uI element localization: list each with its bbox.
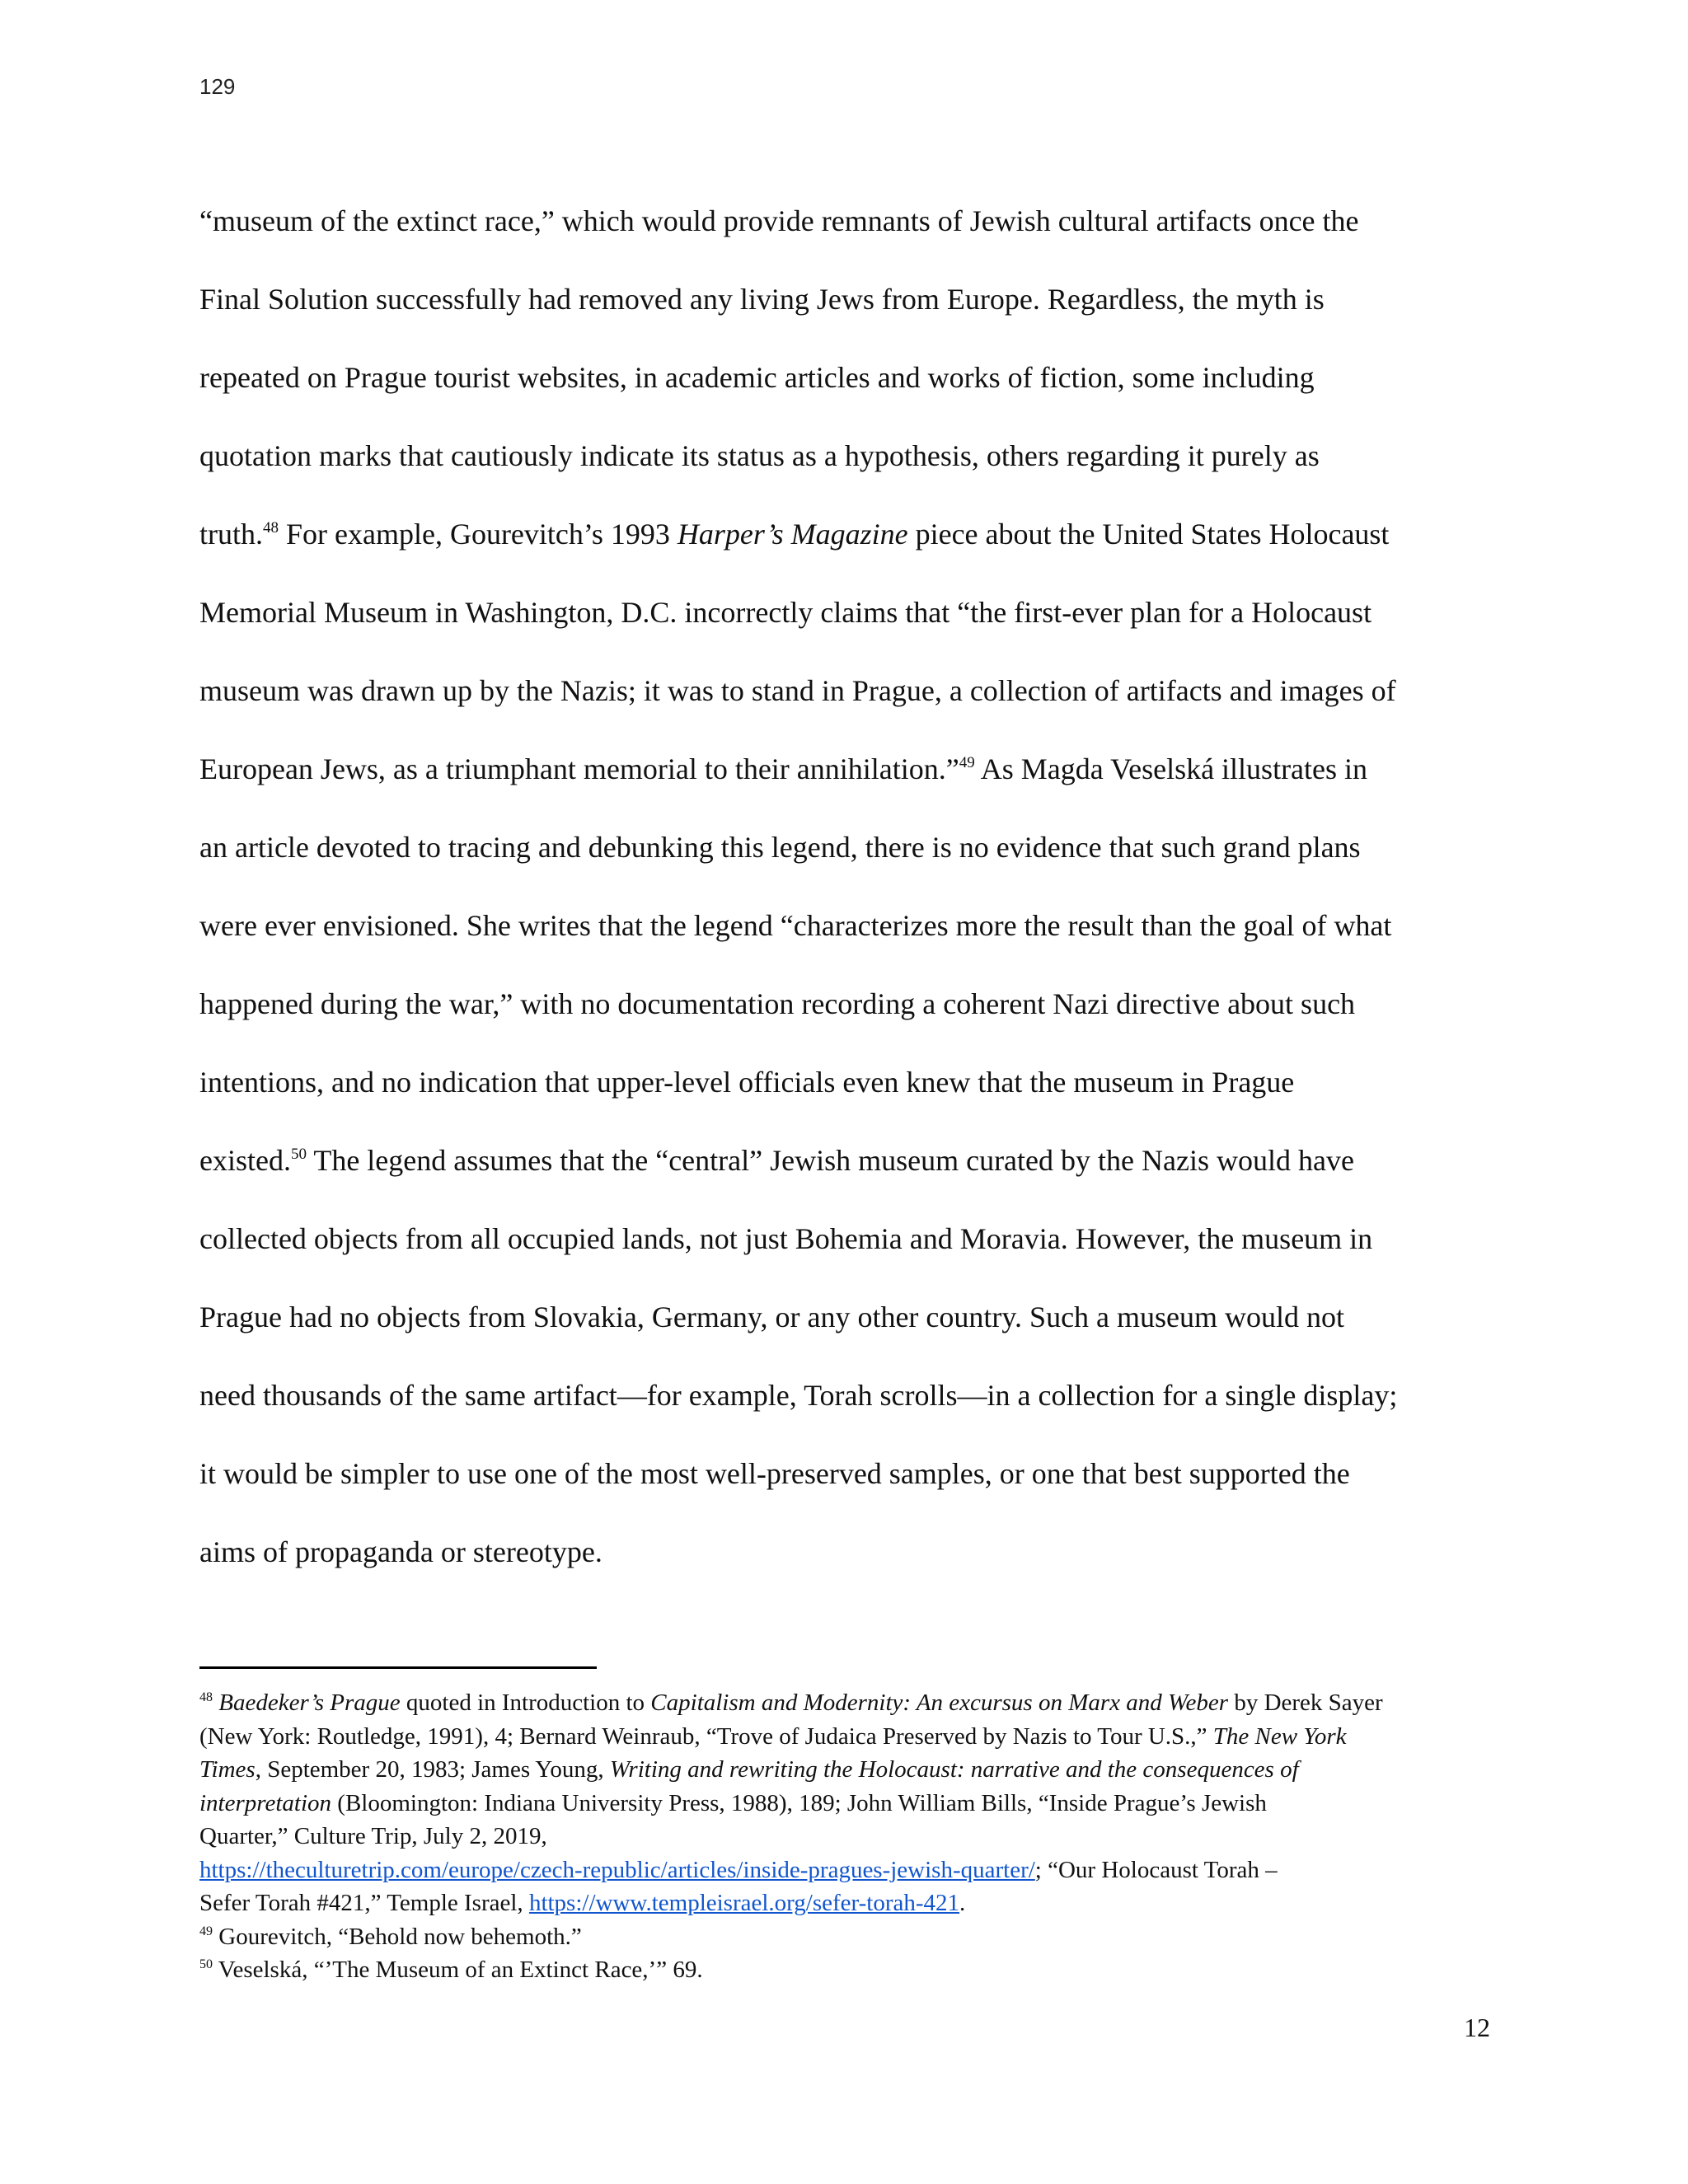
text-span: ; “Our Holocaust Torah – — [1034, 1856, 1278, 1883]
publication-title: interpretation — [199, 1789, 332, 1816]
text-span: existed. — [199, 1144, 291, 1177]
body-line: were ever envisioned. She writes that the legend “characterizes more the result than the goal of what — [199, 909, 1392, 942]
body-line: it would be simpler to use one of the most well-preserved samples, or one that best supported the — [199, 1457, 1350, 1490]
temple-israel-link[interactable]: https://www.templeisrael.org/sefer-torah-421 — [528, 1890, 960, 1916]
publication-title: Harper’s Magazine — [677, 518, 908, 551]
footnote-50 — [199, 1953, 1493, 1987]
body-line: museum was drawn up by the Nazis; it was to stand in Prague, a collection of artifacts and images of — [199, 674, 1396, 707]
body-line: aims of propaganda or stereotype. — [199, 1535, 603, 1568]
footnote-line — [199, 1787, 1493, 1821]
footnote-48 — [199, 1686, 1493, 1720]
publication-title: Capitalism and Modernity: An excursus on Marx and Weber — [650, 1690, 1229, 1716]
body-line: intentions, and no indication that upper-level officials even knew that the museum in Prague — [199, 1066, 1295, 1099]
text-span: Sefer Torah #421,” Temple Israel, — [199, 1890, 529, 1916]
text-span: quoted in Introduction to — [400, 1690, 651, 1716]
body-line: quotation marks that cautiously indicate its status as a hypothesis, others regarding it purely as — [199, 439, 1320, 472]
body-line — [199, 1136, 1493, 1214]
publication-title: Writing and rewriting the Holocaust: narrative and the consequences of — [609, 1756, 1299, 1783]
footnote-ref-48[interactable]: 48 — [263, 519, 279, 537]
publication-title: Baedeker’s Prague — [218, 1690, 401, 1716]
footnote-mark: 50 — [199, 1957, 213, 1971]
body-text — [199, 196, 1493, 1605]
footnote-ref-49[interactable]: 49 — [959, 754, 975, 771]
text-span: Gourevitch, “Behold now behemoth.” — [213, 1923, 582, 1950]
publication-title: Times — [199, 1756, 256, 1783]
text-span: by Derek Sayer — [1228, 1690, 1383, 1716]
footnote-ref-50[interactable]: 50 — [290, 1146, 307, 1163]
text-span: truth. — [199, 518, 263, 551]
footnote-line: Quarter,” Culture Trip, July 2, 2019, — [199, 1823, 547, 1849]
body-line: need thousands of the same artifact—for example, Torah scrolls—in a collection for a single display; — [199, 1379, 1398, 1412]
text-span: (Bloomington: Indiana University Press, 1988), 189; John William Bills, “Inside Prague’s Jewish — [331, 1789, 1267, 1816]
page-number: 12 — [1464, 2013, 1490, 2042]
text-span: European Jews, as a triumphant memorial to their annihilation.” — [199, 752, 959, 785]
text-span: (New York: Routledge, 1991), 4; Bernard Weinraub, “Trove of Judaica Preserved by Nazis to Tour U.S.,” — [199, 1722, 1213, 1750]
text-span: As Magda Veselská illustrates in — [974, 752, 1368, 785]
footnote-line — [199, 1753, 1493, 1787]
text-span: The legend assumes that the “central” Jewish museum curated by the Nazis would have — [306, 1144, 1354, 1177]
footnote-line — [199, 1886, 1493, 1920]
body-line — [199, 509, 1493, 588]
body-line: collected objects from all occupied lands, not just Bohemia and Moravia. However, the museum in — [199, 1222, 1373, 1255]
footnotes — [199, 1686, 1493, 1987]
running-head: 129 — [199, 74, 236, 99]
culture-trip-link[interactable]: https://theculturetrip.com/europe/czech-republic/articles/inside-pragues-jewish-quarter/ — [199, 1856, 1035, 1883]
text-span: Veselská, “’The Museum of an Extinct Race,’” 69. — [213, 1957, 703, 1983]
footnote-line — [199, 1854, 1493, 1887]
footnote-mark: 49 — [199, 1924, 213, 1938]
text-span: For example, Gourevitch’s 1993 — [279, 518, 678, 551]
text-span: , September 20, 1983; James Young, — [255, 1756, 610, 1783]
body-line: “museum of the extinct race,” which would provide remnants of Jewish cultural artifacts once the — [199, 204, 1359, 237]
text-span: piece about the United States Holocaust — [907, 518, 1390, 551]
body-line: repeated on Prague tourist websites, in academic articles and works of fiction, some including — [199, 361, 1315, 394]
body-line: Memorial Museum in Washington, D.C. incorrectly claims that “the first-ever plan for a Holocaust — [199, 596, 1372, 629]
body-line: Prague had no objects from Slovakia, Germany, or any other country. Such a museum would not — [199, 1301, 1345, 1333]
footnote-49 — [199, 1920, 1493, 1954]
body-line: Final Solution successfully had removed any living Jews from Europe. Regardless, the myth is — [199, 283, 1325, 316]
body-line: an article devoted to tracing and debunking this legend, there is no evidence that such grand plans — [199, 831, 1361, 864]
footnote-mark: 48 — [199, 1690, 213, 1704]
body-line: happened during the war,” with no documentation recording a coherent Nazi directive about such — [199, 987, 1356, 1020]
footnote-separator — [199, 1666, 597, 1669]
text-span: . — [959, 1890, 966, 1916]
publication-title: The New York — [1212, 1722, 1347, 1750]
body-line — [199, 744, 1493, 823]
footnote-line — [199, 1720, 1493, 1754]
